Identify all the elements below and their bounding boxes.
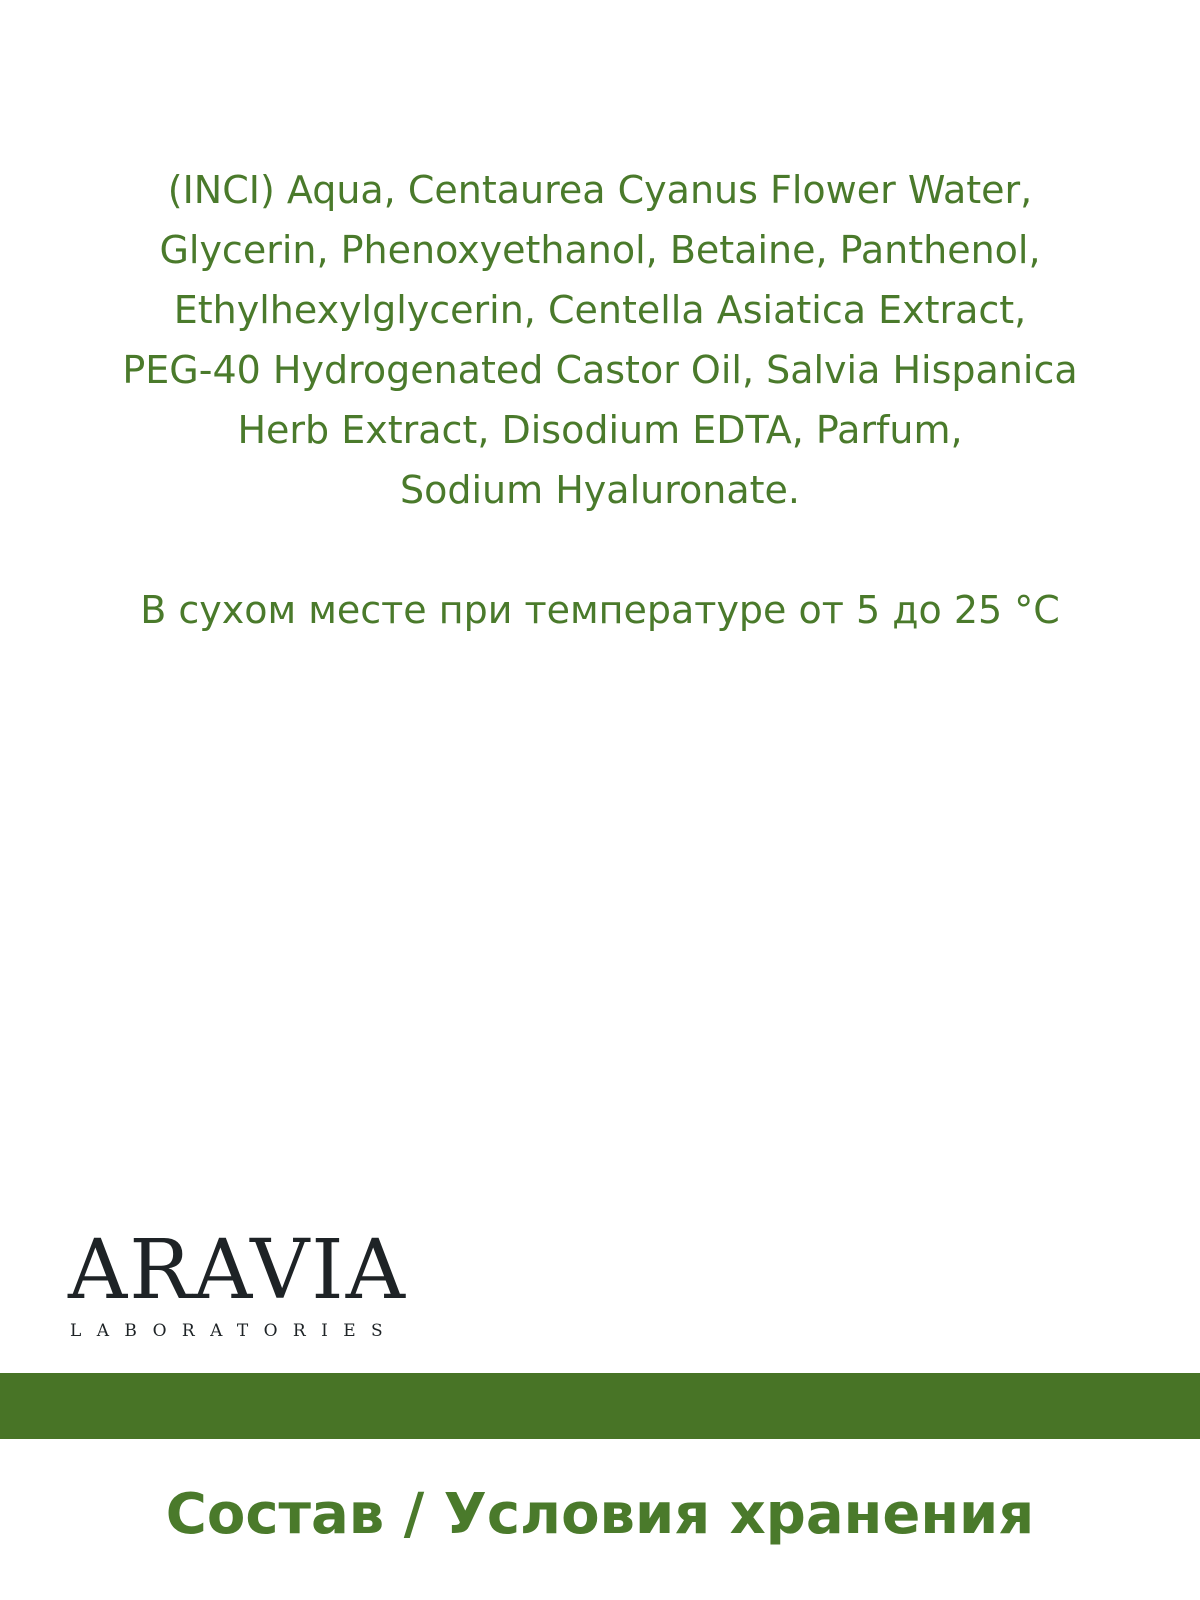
storage-conditions: В сухом месте при температуре от 5 до 25 °C — [140, 588, 1060, 632]
ingredients-line: (INCI) Aqua, Centaurea Cyanus Flower Water, — [167, 168, 1033, 212]
green-divider-band — [0, 1373, 1200, 1439]
brand-logo — [68, 1223, 408, 1350]
ingredients-line: PEG-40 Hydrogenated Castor Oil, Salvia Hispanica — [122, 348, 1078, 392]
brand-logo-tagline: LABORATORIES — [70, 1321, 399, 1341]
ingredients-text — [40, 160, 1160, 520]
ingredients-line: Herb Extract, Disodium EDTA, Parfum, — [237, 408, 963, 452]
footer-title: Состав / Условия хранения — [165, 1482, 1035, 1547]
ingredients-line: Glycerin, Phenoxyethanol, Betaine, Panthenol, — [159, 228, 1041, 272]
ingredients-line: Sodium Hyaluronate. — [400, 468, 800, 512]
brand-logo-wordmark: ARAVIA — [68, 1223, 407, 1318]
ingredients-line: Ethylhexylglycerin, Centella Asiatica Extract, — [173, 288, 1027, 332]
